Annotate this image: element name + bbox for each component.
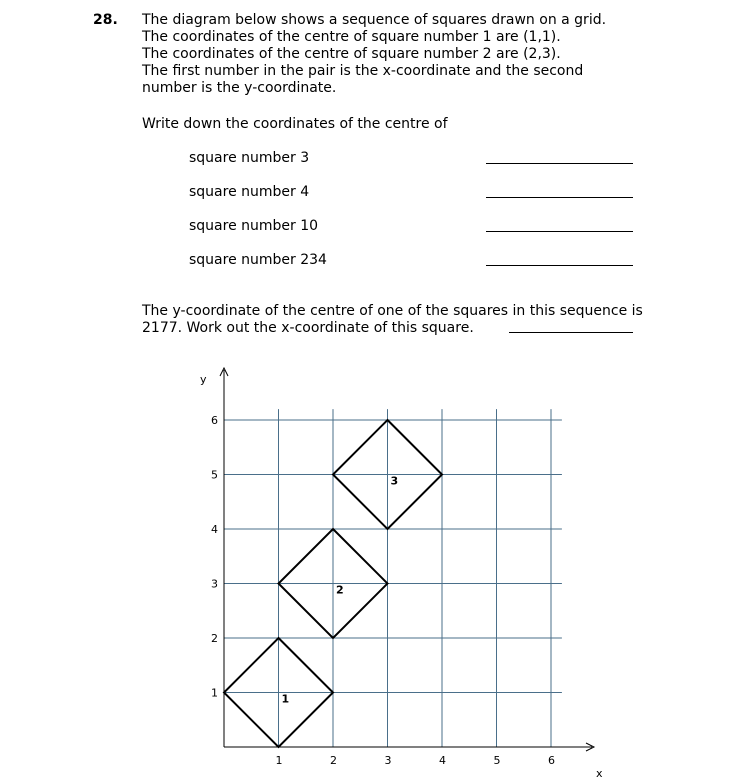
y-axis-label: y bbox=[200, 373, 207, 386]
y-tick-label: 3 bbox=[211, 577, 218, 591]
item-square-3: square number 3 bbox=[189, 150, 310, 166]
square-number-label: 2 bbox=[336, 583, 344, 597]
intro-line: The first number in the pair is the x-coordinate and the second bbox=[142, 63, 584, 79]
item-square-10: square number 10 bbox=[189, 218, 319, 234]
y-tick-label: 5 bbox=[211, 468, 218, 482]
part-two-line: 2177. Work out the x-coordinate of this square. bbox=[142, 320, 474, 336]
intro-line: The diagram below shows a sequence of squares drawn on a grid. bbox=[142, 12, 607, 28]
intro-line: number is the y-coordinate. bbox=[142, 80, 337, 96]
x-tick-label: 1 bbox=[275, 754, 283, 767]
intro-line: The coordinates of the centre of square number 1 are (1,1). bbox=[142, 29, 561, 45]
y-tick-label: 2 bbox=[211, 632, 218, 645]
x-tick-label: 2 bbox=[330, 754, 337, 767]
x-tick-label: 4 bbox=[439, 754, 446, 767]
axes bbox=[200, 368, 603, 780]
square-number-label: 1 bbox=[281, 692, 290, 706]
square-number-label: 3 bbox=[390, 474, 399, 488]
part-two-line: The y-coordinate of the centre of one of the squares in this sequence is bbox=[142, 303, 643, 319]
x-tick-label: 3 bbox=[384, 754, 392, 767]
y-tick-label: 1 bbox=[211, 686, 218, 700]
y-tick-label: 6 bbox=[211, 414, 218, 427]
x-axis-label: x bbox=[596, 767, 603, 780]
tick-labels bbox=[211, 414, 555, 767]
intro-line: The coordinates of the centre of square number 2 are (2,3). bbox=[142, 46, 561, 62]
x-tick-label: 5 bbox=[493, 754, 501, 767]
question-number: 28. bbox=[93, 12, 118, 28]
item-square-4: square number 4 bbox=[189, 184, 310, 200]
question-prompt: Write down the coordinates of the centre of bbox=[142, 116, 448, 132]
grid-lines bbox=[224, 409, 562, 747]
item-square-234: square number 234 bbox=[189, 252, 327, 268]
y-tick-label: 4 bbox=[211, 523, 218, 536]
x-tick-label: 6 bbox=[548, 754, 555, 767]
